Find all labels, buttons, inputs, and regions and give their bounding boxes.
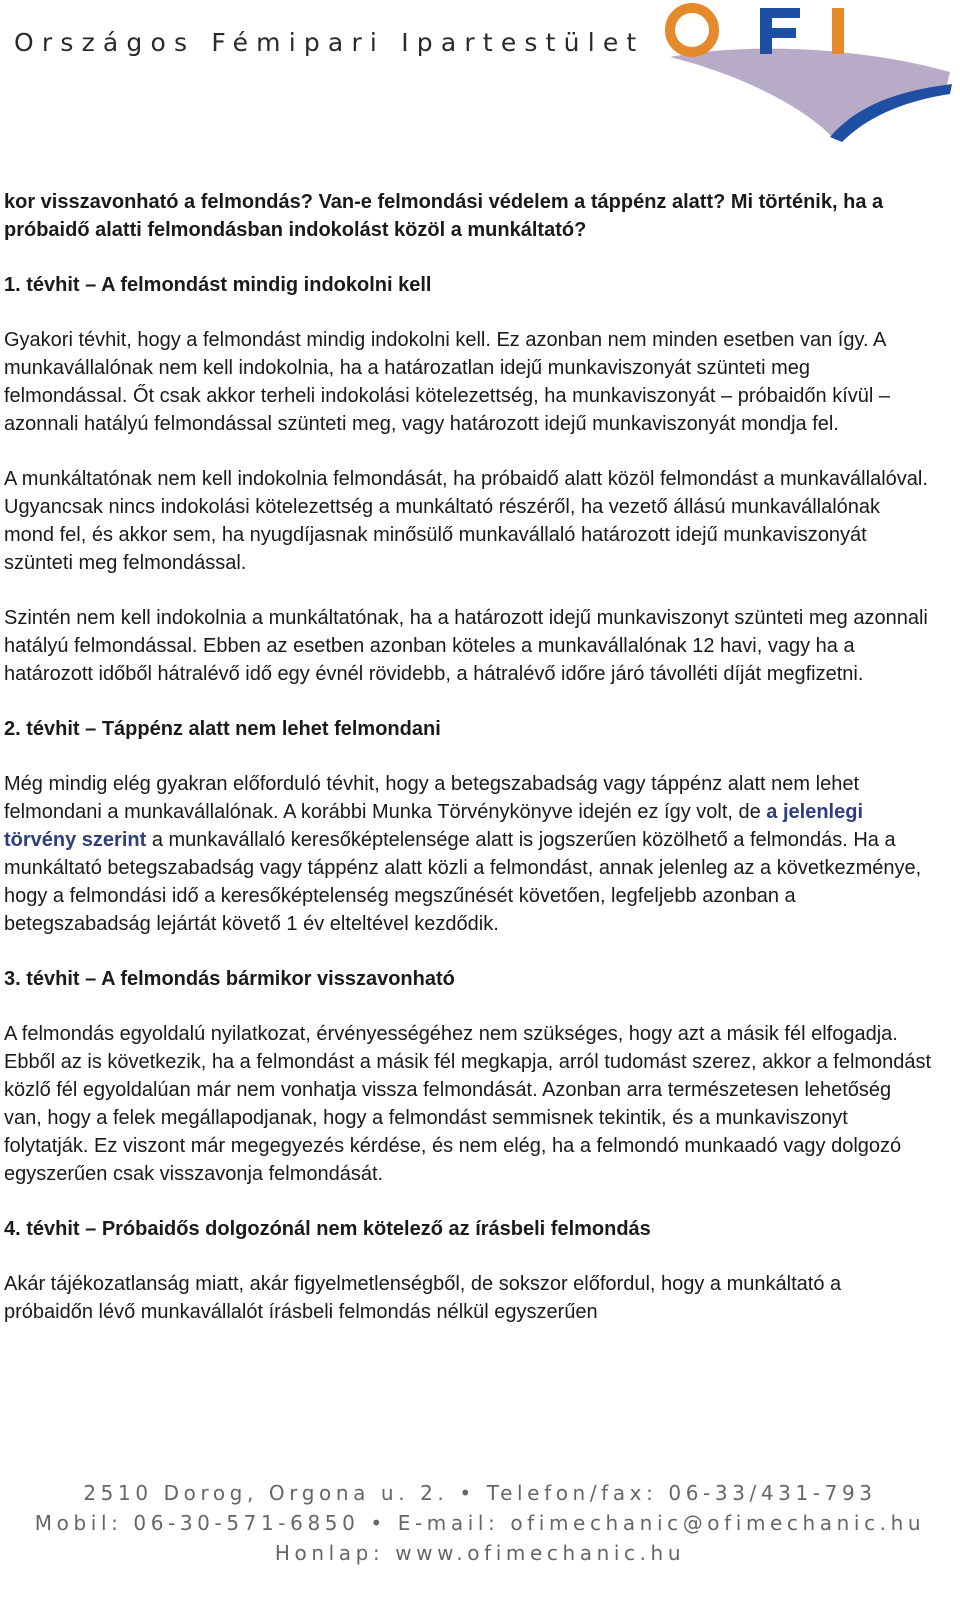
footer-website: Honlap: www.ofimechanic.hu — [274, 1541, 686, 1565]
section-heading-3: 3. tévhit – A felmondás bármikor visszavonható — [4, 968, 455, 990]
intro-questions: kor visszavonható a felmondás? Van-e felmondási védelem a táppénz alatt? Mi történik, ha a próbaidő alatti felmondásban indokolást közöl a munkáltató? — [4, 191, 884, 241]
law-link[interactable]: a jelenlegi törvény szerint — [4, 801, 864, 851]
paragraph-1: Gyakori tévhit, hogy a felmondást mindig indokolni kell. Ez azonban nem minden esetben van így. A munkavállalónak nem kell indokolnia, ha a határozatlan idejű munkaviszonyát szünteti meg felmondással. Őt csak akkor terheli indokolási kötelezettség, ha munkaviszonyát – próbaidőn kívül – azonnali hatályú felmondással szünteti meg, vagy határozott idejű munkaviszonyát mondja fel. — [4, 329, 891, 435]
logo-letter-i — [832, 8, 844, 54]
footer-mobile-email: Mobil: 06-30-571-6850 • E-mail: ofimechanic@ofimechanic.hu — [34, 1511, 926, 1535]
paragraph-4-end: a munkavállaló keresőképtelensége alatt is jogszerűen közölhető a felmondás. Ha a munkáltató betegszabadság vagy táppénz alatt közli a felmondást, annak jelenleg az a következménye, hogy a felmondási idő a keresőképtelenség megszűnését követően, legfeljebb azonban a betegszabadság lejártát követő 1 év elteltével kezdődik. — [4, 829, 922, 935]
section-heading-1: 1. tévhit – A felmondást mindig indokolni kell — [4, 274, 432, 296]
letterhead — [0, 0, 960, 150]
document-body — [4, 188, 934, 1353]
organization-name: Országos Fémipari Ipartestület — [14, 28, 645, 57]
paragraph-3: Szintén nem kell indokolnia a munkáltatónak, ha a határozott idejű munkaviszonyt szünteti meg azonnali hatályú felmondással. Ebben az esetben azonban köteles a munkavállalónak 12 havi, vagy ha a határozott időből hátralévő idő egy évnél rövidebb, a hátralévő időre járó távolléti díját megfizetni. — [4, 607, 928, 685]
paragraph-6: Akár tájékozatlanság miatt, akár figyelmetlenségből, de sokszor előfordul, hogy a munkáltató a próbaidőn lévő munkavállalót írásbeli felmondás nélkül egyszerűen — [4, 1273, 842, 1323]
paragraph-4 — [4, 770, 934, 938]
section-heading-4: 4. tévhit – Próbaidős dolgozónál nem kötelező az írásbeli felmondás — [4, 1218, 651, 1240]
letterhead-footer — [0, 1478, 960, 1568]
paragraph-5: A felmondás egyoldalú nyilatkozat, érvényességéhez nem szükséges, hogy azt a másik fél elfogadja. Ebből az is következik, ha a felmondást a másik fél megkapja, arról tudomást szerez, akkor a felmondást közlő fél egyoldalúan már nem vonhatja vissza felmondását. Azonban arra természetesen lehetőség van, hogy a felek megállapodjanak, hogy a felmondást semmisnek tekintik, és a munkaviszonyt folytatják. Ez viszont már megegyezés kérdése, és nem elég, ha a felmondó munkaadó vagy dolgozó egyszerűen csak visszavonja felmondását. — [4, 1023, 932, 1185]
ofi-logo — [660, 2, 960, 147]
paragraph-4-start: Még mindig elég gyakran előforduló tévhit, hogy a betegszabadság vagy táppénz alatt nem lehet felmondani a munkavállalónak. A korábbi Munka Törvénykönyve idején ez így volt, de — [4, 773, 859, 823]
logo-letter-o — [670, 8, 714, 52]
section-heading-2: 2. tévhit – Táppénz alatt nem lehet felmondani — [4, 718, 441, 740]
paragraph-2: A munkáltatónak nem kell indokolnia felmondását, ha próbaidő alatt közöl felmondást a munkavállalóval. Ugyancsak nincs indokolási kötelezettség a munkáltató részéről, ha vezető állású munkavállalónak mond fel, és akkor sem, ha nyugdíjasnak minősülő munkavállaló határozott idejű munkaviszonyát szünteti meg felmondással. — [4, 468, 928, 574]
footer-address-phone: 2510 Dorog, Orgona u. 2. • Telefon/fax: 06-33/431-793 — [83, 1481, 877, 1505]
logo-letter-f — [760, 8, 800, 54]
